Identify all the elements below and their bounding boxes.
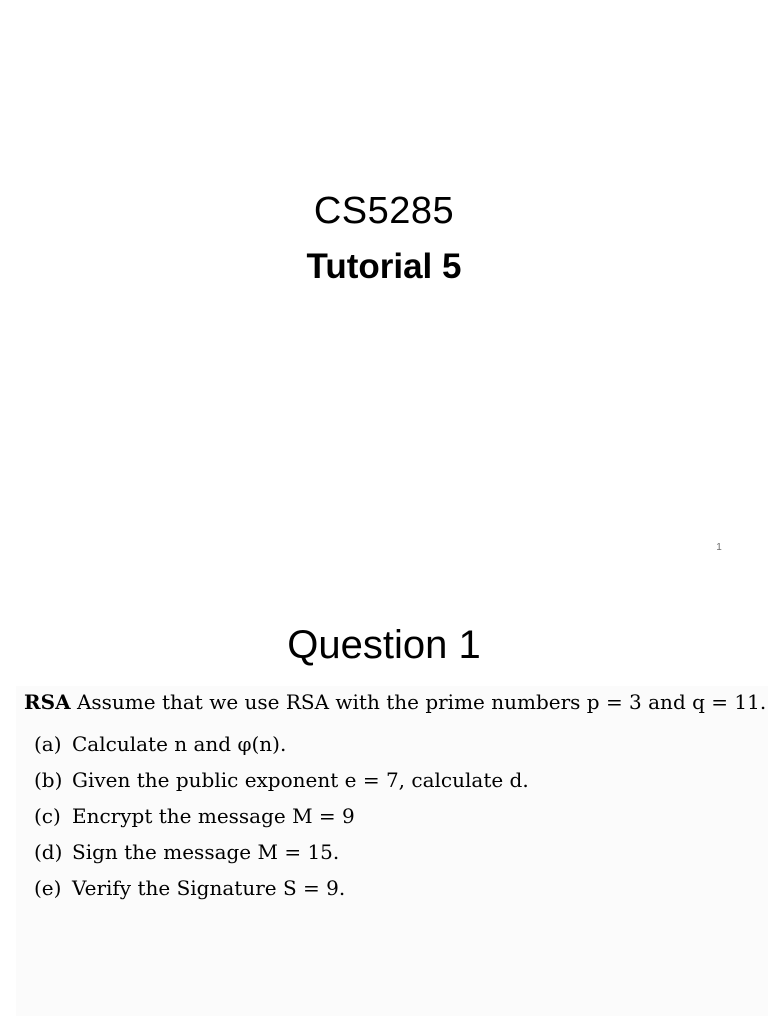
- question-parts: [34, 732, 754, 912]
- problem-statement: [16, 686, 768, 1016]
- part-text: Verify the Signature S = 9.: [72, 876, 346, 900]
- course-code: CS5285: [313, 190, 455, 232]
- part-marker: (b): [34, 768, 63, 792]
- question-part-c: [34, 804, 754, 840]
- part-text: Given the public exponent e = 7, calculate d.: [72, 768, 529, 792]
- part-marker: (e): [34, 876, 62, 900]
- part-text: Encrypt the message M = 9: [72, 804, 355, 828]
- tutorial-title: Tutorial 5: [306, 247, 462, 286]
- part-marker: (a): [34, 732, 62, 756]
- question-part-a: [34, 732, 754, 768]
- problem-intro: [24, 690, 766, 714]
- question-part-b: [34, 768, 754, 804]
- question-heading: Question 1: [287, 623, 481, 667]
- problem-intro-text: Assume that we use RSA with the prime numbers p = 3 and q = 11.: [76, 690, 767, 714]
- part-marker: (c): [34, 804, 61, 828]
- part-text: Calculate n and φ(n).: [72, 732, 287, 756]
- question-part-e: [34, 876, 754, 912]
- slide-number: 1: [716, 542, 722, 553]
- part-text: Sign the message M = 15.: [72, 840, 340, 864]
- part-marker: (d): [34, 840, 63, 864]
- question-slide: [0, 576, 768, 1024]
- problem-topic: RSA: [24, 690, 71, 714]
- question-part-d: [34, 840, 754, 876]
